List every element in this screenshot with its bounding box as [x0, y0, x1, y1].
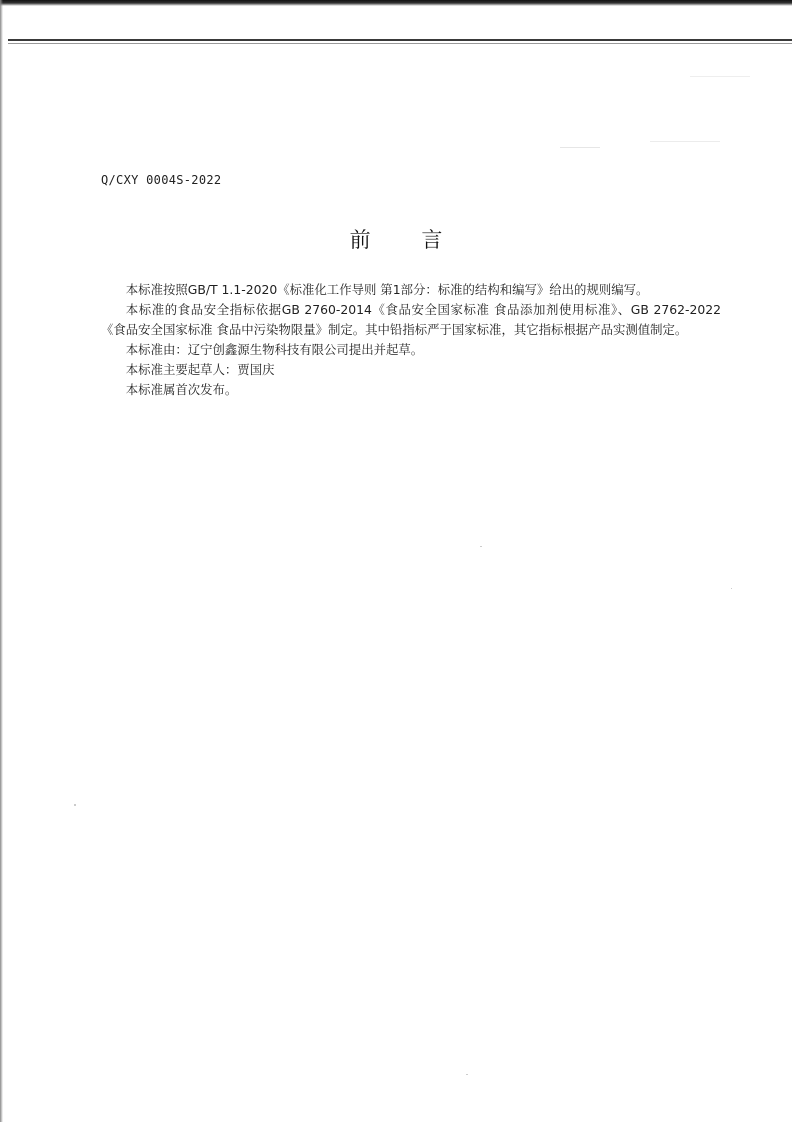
section-title: 前 言 [349, 228, 465, 252]
scan-top-edge [0, 0, 792, 6]
paragraph-safety-indicators: 本标准的食品安全指标依据GB 2760-2014《食品安全国家标准 食品添加剂使用标准》、GB 2762-2022《食品安全国家标准 食品中污染物限量》制定。其中铅指标严于国家标准，其它指标根据产品实测值制定。 [101, 302, 721, 337]
paragraph-drafting-rules: 本标准按照GB/T 1.1-2020《标准化工作导则 第1部分：标准的结构和编写》给出的规则编写。 [125, 282, 649, 297]
foreword-body [101, 280, 721, 400]
document-code: Q/CXY 0004S-2022 [101, 173, 222, 187]
header-rule [8, 39, 792, 41]
header-rule-thin [8, 43, 792, 44]
scan-speck [480, 546, 482, 547]
paragraph-first-release: 本标准属首次发布。 [125, 382, 238, 397]
scan-speck [74, 804, 76, 806]
scan-speck [560, 147, 600, 148]
scan-speck [731, 588, 732, 589]
scan-speck [690, 76, 750, 77]
paragraph-proposer: 本标准由：辽宁创鑫源生物科技有限公司提出并起草。 [125, 342, 424, 357]
paragraph-drafter: 本标准主要起草人：贾国庆 [125, 362, 275, 377]
scan-left-edge [0, 0, 3, 1122]
scan-speck [650, 141, 720, 142]
scan-speck [466, 1074, 468, 1075]
